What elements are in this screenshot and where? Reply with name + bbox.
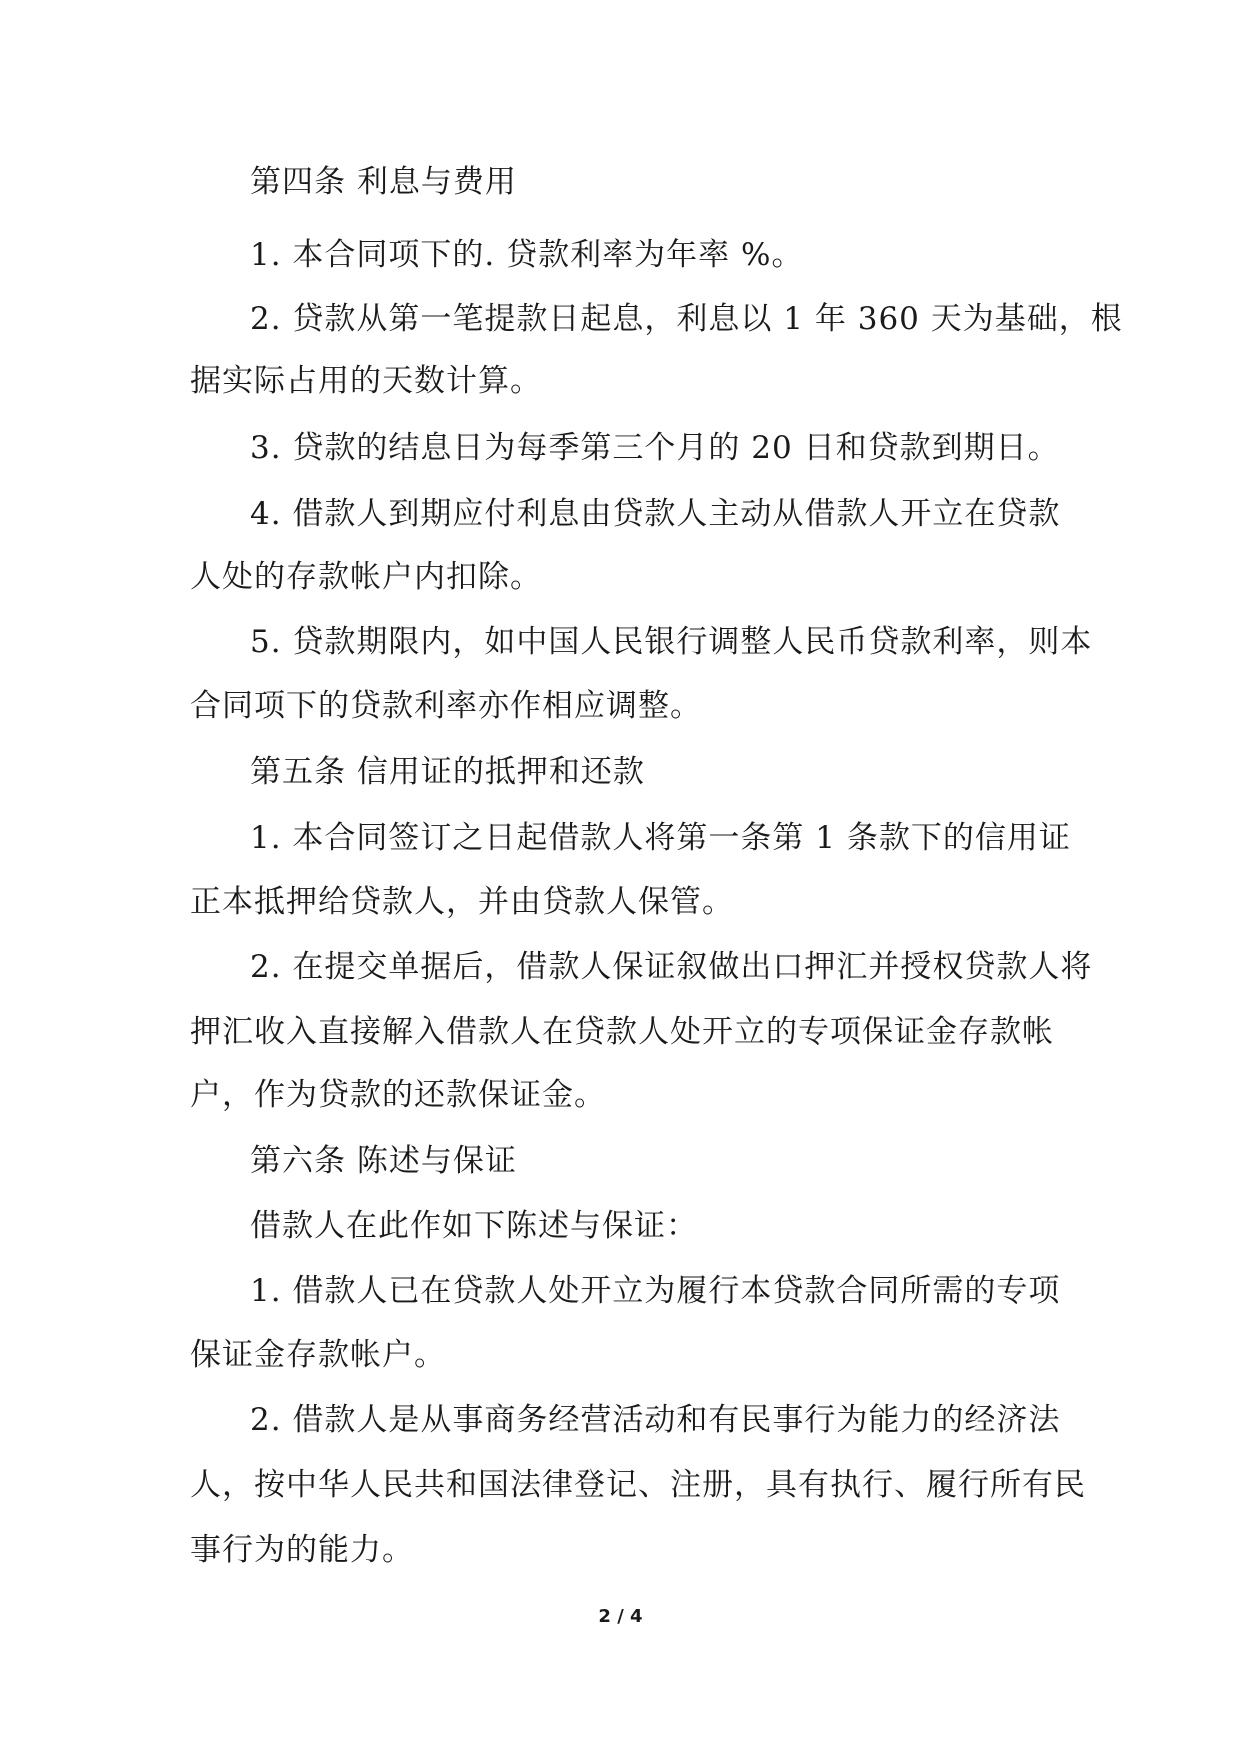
article-4-heading: 第四条 利息与费用 xyxy=(250,164,517,200)
paragraph-line: 人处的存款帐户内扣除。 xyxy=(190,559,542,595)
paragraph-line: 户，作为贷款的还款保证金。 xyxy=(190,1077,606,1113)
paragraph-line: 1. 本合同项下的. 贷款利率为年率 %。 xyxy=(250,237,804,273)
paragraph-line: 5. 贷款期限内，如中国人民银行调整人民币贷款利率，则本 xyxy=(250,624,1093,660)
article-6-heading: 第六条 陈述与保证 xyxy=(250,1143,517,1179)
paragraph-line: 1. 本合同签订之日起借款人将第一条第 1 条款下的信用证 xyxy=(250,820,1071,856)
paragraph-line: 1. 借款人已在贷款人处开立为履行本贷款合同所需的专项 xyxy=(250,1273,1061,1309)
article-5-heading: 第五条 信用证的抵押和还款 xyxy=(250,754,645,790)
paragraph-line: 2. 借款人是从事商务经营活动和有民事行为能力的经济法 xyxy=(250,1402,1061,1438)
paragraph-line: 保证金存款帐户。 xyxy=(190,1337,446,1373)
paragraph-line: 合同项下的贷款利率亦作相应调整。 xyxy=(190,688,702,724)
paragraph-line: 正本抵押给贷款人，并由贷款人保管。 xyxy=(190,884,734,920)
paragraph-line: 4. 借款人到期应付利息由贷款人主动从借款人开立在贷款 xyxy=(250,496,1061,532)
paragraph-line: 借款人在此作如下陈述与保证： xyxy=(250,1208,698,1244)
paragraph-line: 3. 贷款的结息日为每季第三个月的 20 日和贷款到期日。 xyxy=(250,430,1060,466)
paragraph-line: 2. 在提交单据后，借款人保证叙做出口押汇并授权贷款人将 xyxy=(250,949,1093,985)
page-number: 2 / 4 xyxy=(598,1606,643,1627)
paragraph-line: 人，按中华人民共和国法律登记、注册，具有执行、履行所有民 xyxy=(190,1467,1086,1503)
paragraph-line: 押汇收入直接解入借款人在贷款人处开立的专项保证金存款帐 xyxy=(190,1014,1054,1050)
paragraph-line: 事行为的能力。 xyxy=(190,1532,414,1568)
paragraph-line: 据实际占用的天数计算。 xyxy=(190,363,542,399)
paragraph-line: 2. 贷款从第一笔提款日起息，利息以 1 年 360 天为基础，根 xyxy=(250,301,1123,337)
